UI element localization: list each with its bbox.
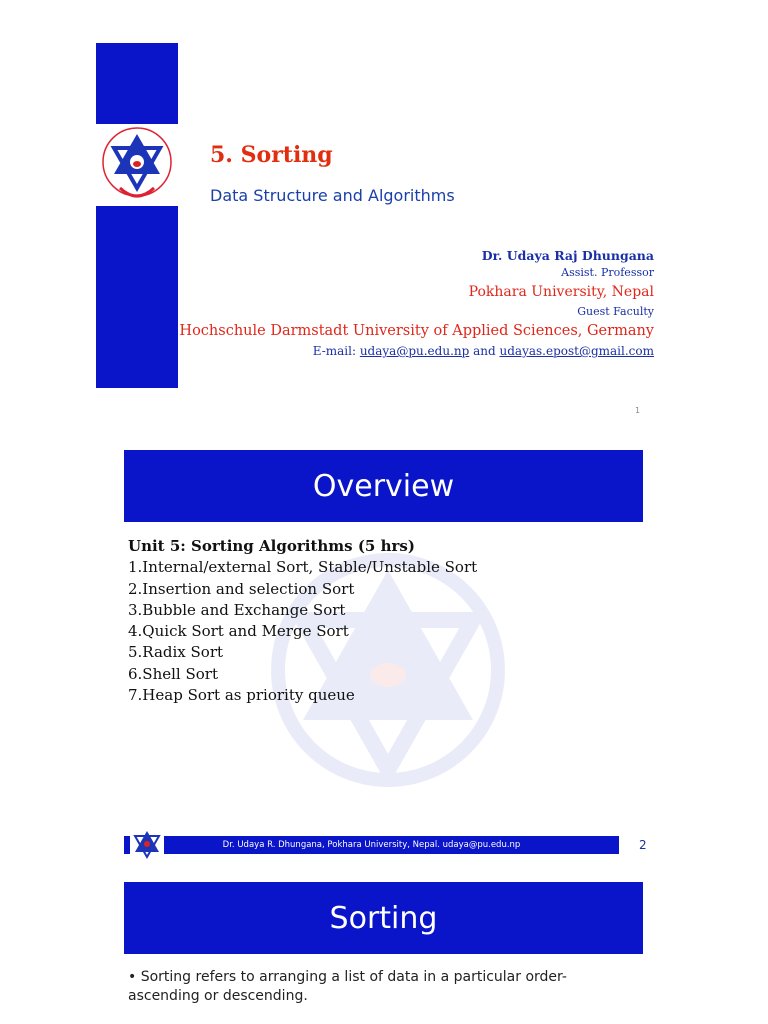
- university-logo: [96, 124, 178, 206]
- slide-title: 5. Sorting: [210, 142, 333, 168]
- list-item: 6.Shell Sort: [128, 664, 218, 683]
- author-role-guest: Guest Faculty: [577, 305, 654, 318]
- overview-header: Overview: [124, 450, 643, 522]
- list-item: 3.Bubble and Exchange Sort: [128, 600, 346, 619]
- slide-number-2: 2: [639, 838, 647, 852]
- author-email-line: [313, 344, 654, 358]
- sorting-definition: [128, 968, 598, 1006]
- list-item: 7.Heap Sort as priority queue: [128, 686, 355, 705]
- email-and: and: [469, 344, 500, 358]
- author-name: Dr. Udaya Raj Dhungana: [481, 248, 654, 263]
- list-item: 1.Internal/external Sort, Stable/Unstable Sort: [128, 558, 478, 577]
- unit-heading: Unit 5: Sorting Algorithms (5 hrs): [128, 537, 415, 555]
- list-item: 2.Insertion and selection Sort: [128, 579, 355, 598]
- bullet-icon: •: [128, 969, 141, 985]
- course-subtitle: Data Structure and Algorithms: [210, 186, 455, 205]
- list-item: 5.Radix Sort: [128, 643, 224, 662]
- slide-footer: Dr. Udaya R. Dhungana, Pokhara University, Nepal. udaya@pu.edu.np: [124, 836, 619, 854]
- author-role: Assist. Professor: [561, 266, 654, 279]
- author-university: Pokhara University, Nepal: [468, 284, 654, 300]
- email-prefix: E-mail:: [312, 344, 360, 358]
- sorting-header: Sorting: [124, 882, 643, 954]
- footer-logo-icon: [130, 828, 164, 860]
- footer-logo: [130, 828, 164, 860]
- list-item: 4.Quick Sort and Merge Sort: [128, 622, 349, 641]
- email-link-1[interactable]: udaya@pu.edu.np: [359, 344, 470, 358]
- author-hochschule: Hochschule Darmstadt University of Applied Sciences, Germany: [179, 323, 654, 339]
- bullet-text: Sorting refers to arranging a list of data in a particular order- ascending or descending.: [128, 969, 567, 1004]
- unit-topics-list: [128, 536, 477, 706]
- slide-number-1: 1: [635, 406, 641, 415]
- email-link-2[interactable]: udayas.epost@gmail.com: [499, 344, 654, 358]
- logo-emblem-icon: [96, 124, 178, 206]
- title-sidebar-bar: [96, 43, 178, 388]
